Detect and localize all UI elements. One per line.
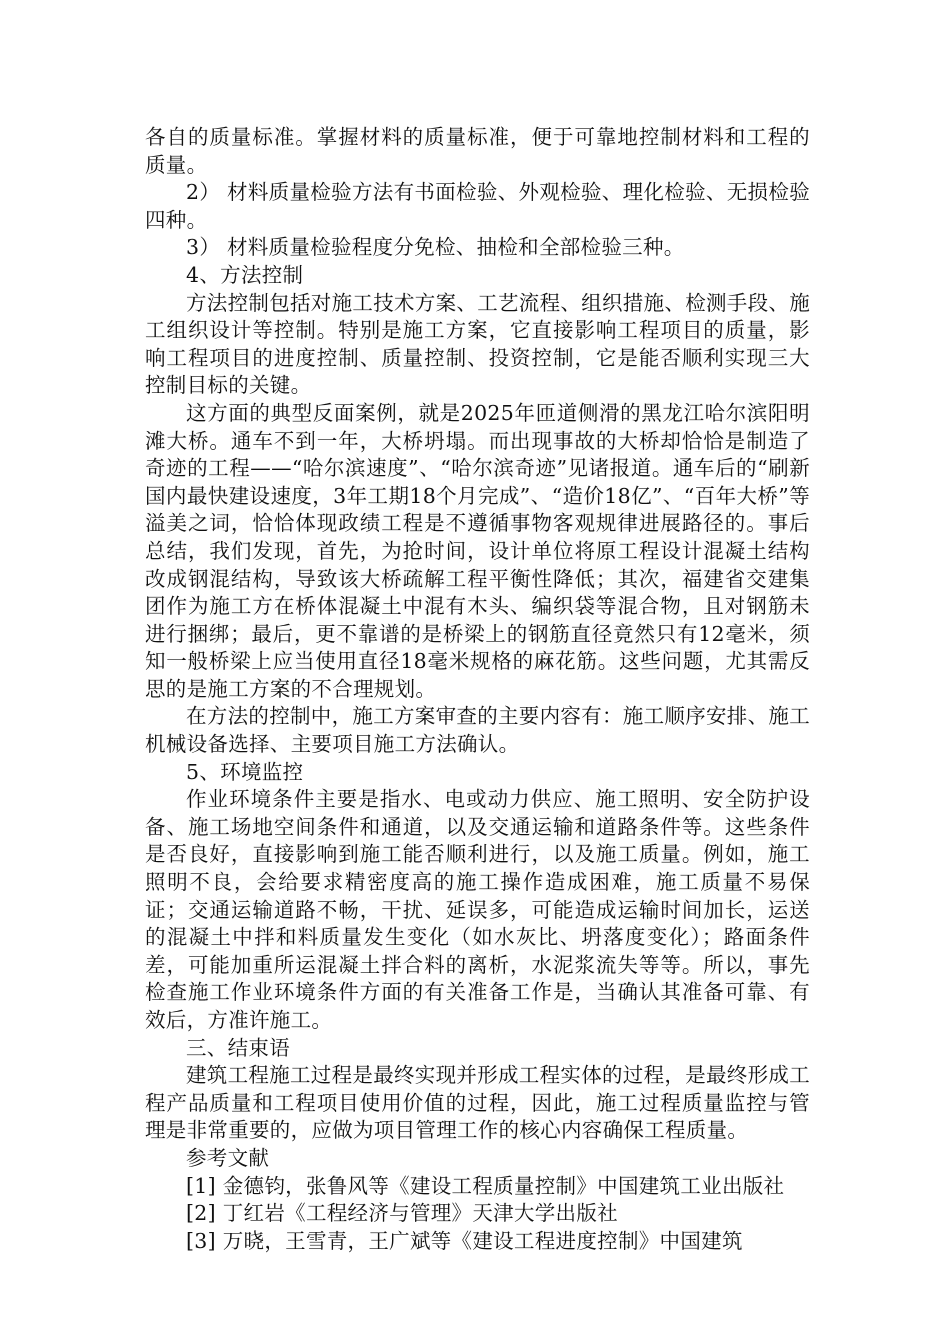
paragraph-case: 这方面的典型反面案例，就是2025年匝道侧滑的黑龙江哈尔滨阳明滩大桥。通车不到一年，大桥坍塌。而出现事故的大桥却恰恰是制造了奇迹的工程——“哈尔滨速度”、“哈尔滨奇迹”见诸报道。通车后的“刷新国内最快建设速度，3年工期18个月完成”、“造价18亿”、“百年大桥”等溢美之词，恰恰体现政绩工程是不遵循事物客观规律进展路径的。事后总结，我们发现，首先，为抢时间，设计单位将原工程设计混凝土结构改成钢混结构，导致该大桥疏解工程平衡性降低；其次，福建省交建集团作为施工方在桥体混凝土中混有木头、编织袋等混合物，且对钢筋未进行捆绑；最后，更不靠谱的是桥梁上的钢筋直径竟然只有12毫米，须知一般桥梁上应当使用直径18毫米规格的麻花筋。这些问题，尤其需反思的是施工方案的不合理规划。 [145,400,810,701]
paragraph-conclusion: 建筑工程施工过程是最终实现并形成工程实体的过程，是最终形成工程产品质量和工程项目使用价值的过程，因此，施工过程质量监控与管理是非常重要的，应做为项目管理工作的核心内容确保工程质量。 [145,1063,810,1143]
paragraph-method: 方法控制包括对施工技术方案、工艺流程、组织措施、检测手段、施工组织设计等控制。特别是施工方案，它直接影响工程项目的质量，影响工程项目的进度控制、质量控制、投资控制，它是能否顺利实现三大控制目标的关键。 [145,290,810,398]
paragraph-continuation: 各自的质量标准。掌握材料的质量标准，便于可靠地控制材料和工程的质量。 [145,125,810,177]
paragraph-environment: 作业环境条件主要是指水、电或动力供应、施工照明、安全防护设备、施工场地空间条件和通道，以及交通运输和道路条件等。这些条件是否良好，直接影响到施工能否顺利进行，以及施工质量。例如，施工照明不良，会给要求精密度高的施工操作造成困难，施工质量不易保证；交通运输道路不畅，干扰、延误多，可能造成运输时间加长，运送的混凝土中拌和料质量发生变化（如水灰比、坍落度变化）；路面条件差，可能加重所运混凝土拌合料的离析，水泥浆流失等等。所以，事先检查施工作业环境条件方面的有关准备工作是，当确认其准备可靠、有效后，方准许施工。 [145,787,810,1032]
references-heading: 参考文献 [186,1145,270,1170]
section-heading-method: 4、方法控制 [186,262,304,287]
list-item-2: 2） 材料质量检验方法有书面检验、外观检验、理化检验、无损检验四种。 [145,180,810,232]
paragraph-review: 在方法的控制中，施工方案审查的主要内容有：施工顺序安排、施工机械设备选择、主要项目施工方法确认。 [145,704,810,757]
section-heading-environment: 5、环境监控 [186,759,304,784]
reference-item-2: [2] 丁红岩《工程经济与管理》天津大学出版社 [186,1201,618,1226]
reference-item-1: [1] 金德钧，张鲁风等《建设工程质量控制》中国建筑工业出版社 [186,1173,785,1198]
reference-item-3: [3] 万晓，王雪青，王广斌等《建设工程进度控制》中国建筑 [186,1228,743,1253]
document-body [145,124,810,1255]
section-heading-conclusion: 三、结束语 [186,1035,290,1060]
list-item-3: 3） 材料质量检验程度分免检、抽检和全部检验三种。 [186,235,685,260]
